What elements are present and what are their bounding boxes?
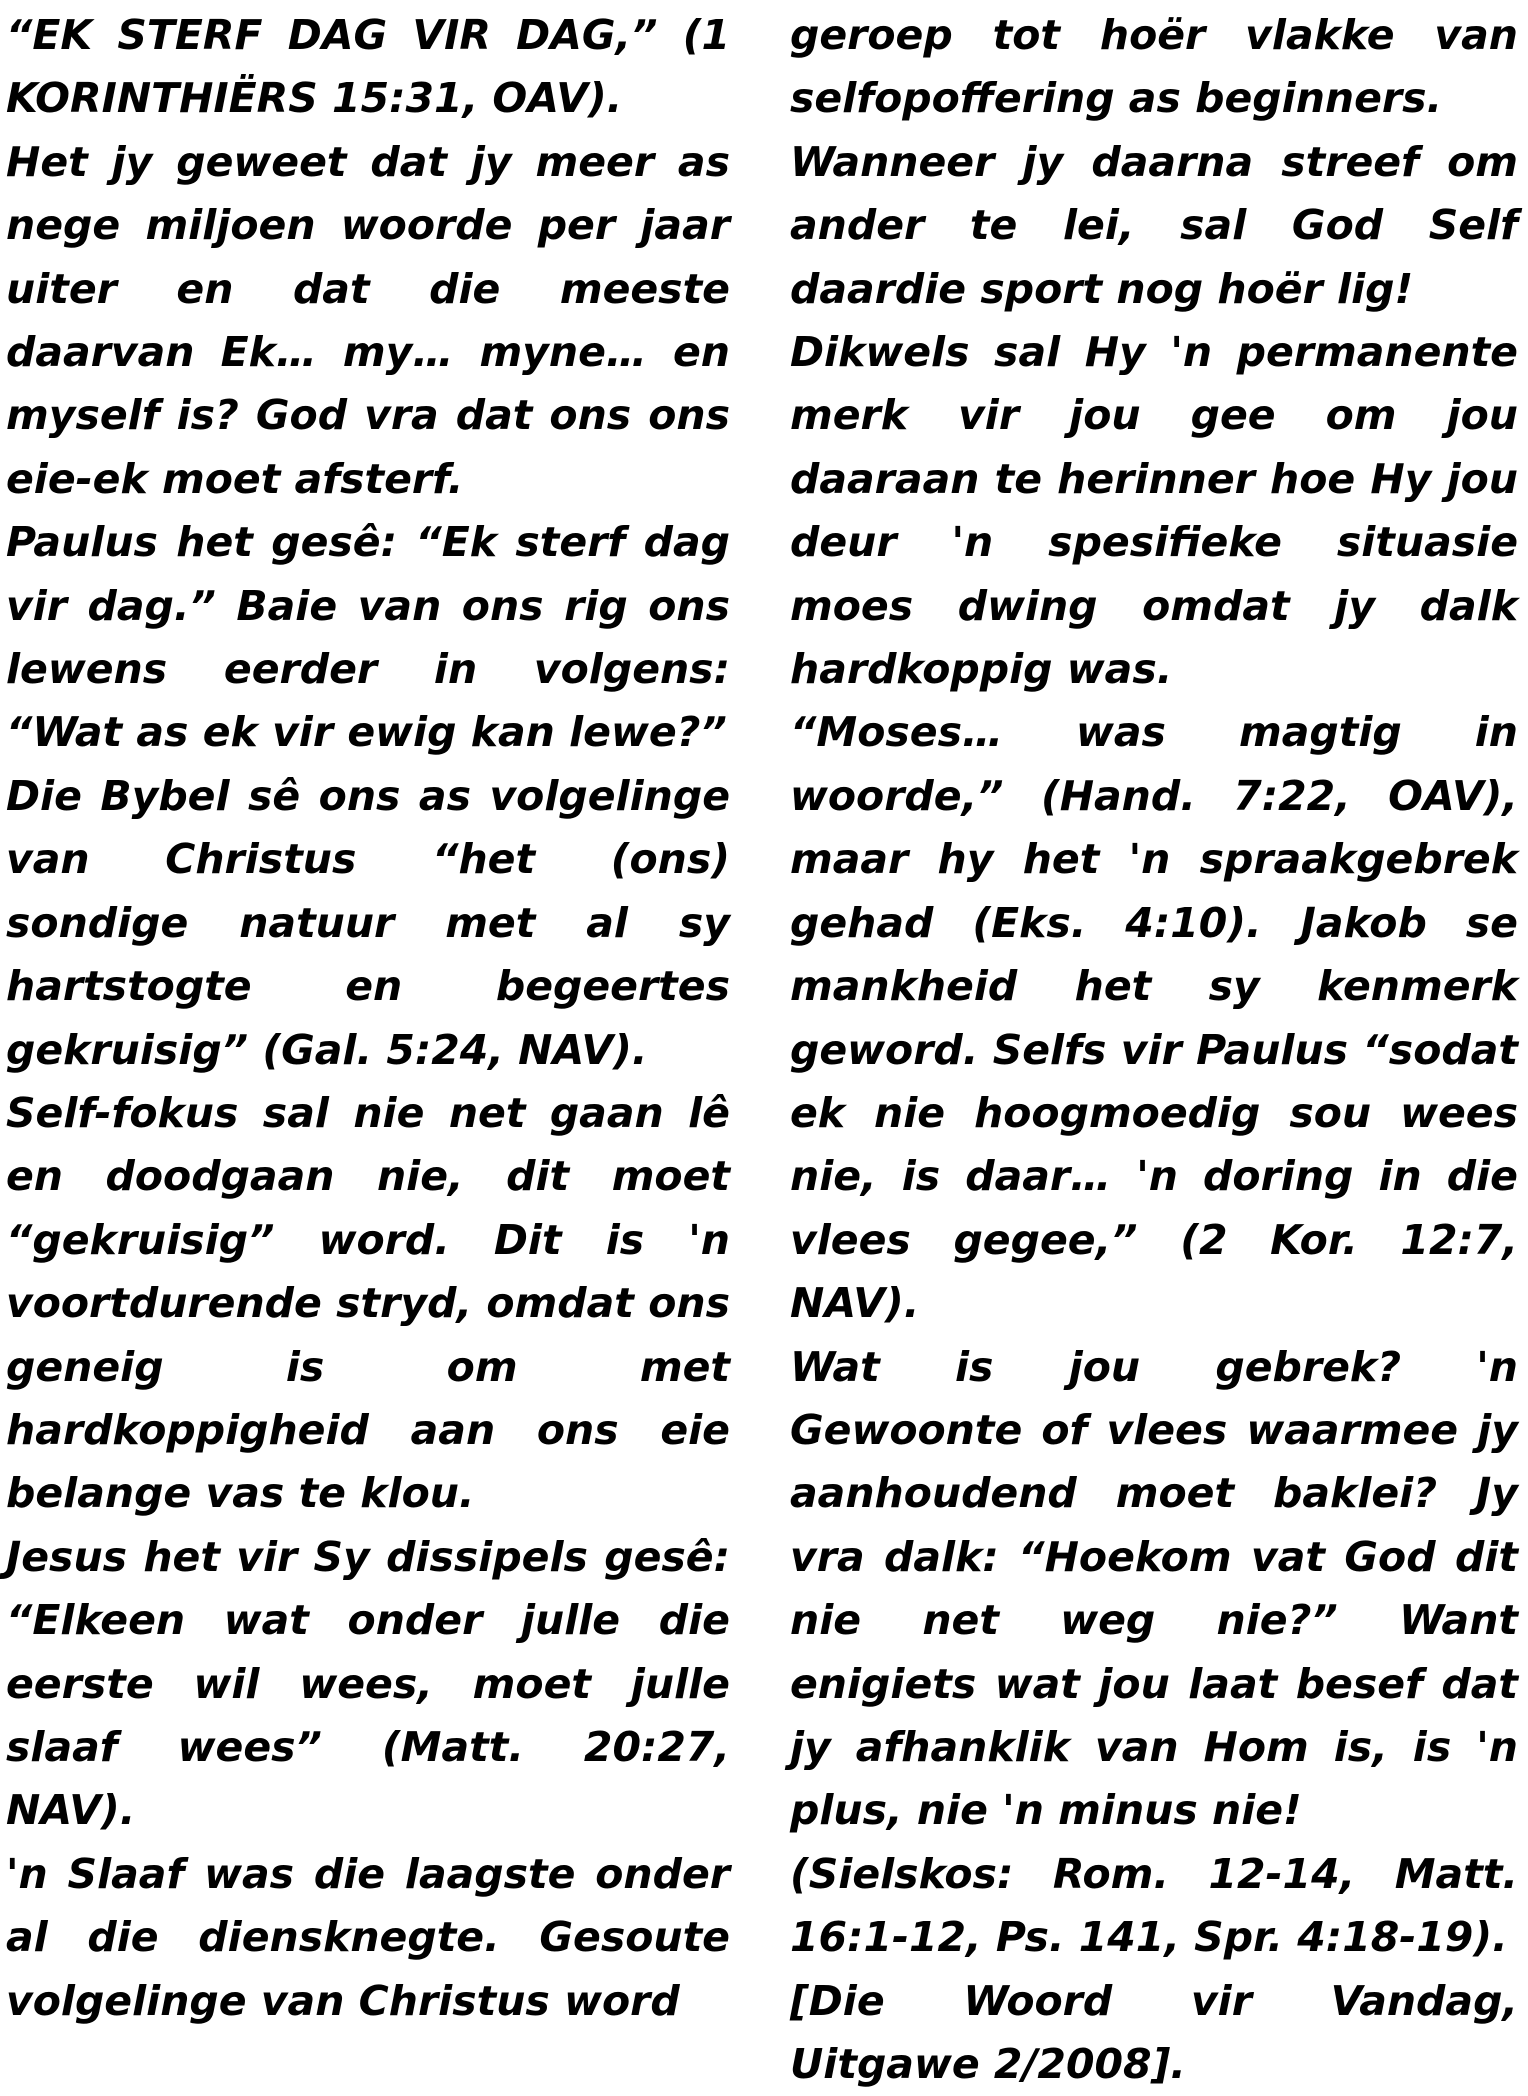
paragraph: Het jy geweet dat jy meer as nege miljoen woorde per jaar uiter en dat die meeste daarvan Ek… my… myne… en myself is? God vra dat ons ons eie-ek moet afsterf.: [6, 137, 730, 503]
left-column: [6, 4, 730, 2033]
paragraph: Wat is jou gebrek? 'n Gewoonte of vlees waarmee jy aanhoudend moet baklei? Jy vra dalk: “Hoekom vat God dit nie net weg nie?” Want enigiets wat jou laat besef dat jy afhanklik van Hom is, is 'n plus, nie 'n minus nie!: [790, 1342, 1518, 1835]
paragraph: Die Bybel sê ons as volgelinge van Christus “het (ons) sondige natuur met al sy hartstogte en begeertes gekruisig” (Gal. 5:24, NAV).: [6, 771, 730, 1074]
paragraph: Dikwels sal Hy 'n permanente merk vir jou gee om jou daaraan te herinner hoe Hy jou deur 'n spesifieke situasie moes dwing omdat jy dalk hardkoppig was.: [790, 328, 1518, 694]
source-citation: [Die Woord vir Vandag, Uitgawe 2/2008].: [790, 1976, 1518, 2088]
paragraph: Paulus het gesê: “Ek sterf dag vir dag.” Baie van ons rig ons lewens eerder in volgens: “Wat as ek vir ewig kan lewe?”: [6, 518, 730, 757]
heading-verse: “EK STERF DAG VIR DAG,” (1 KORINTHIËRS 15:31, OAV).: [6, 11, 730, 123]
paragraph: Self-fokus sal nie net gaan lê en doodgaan nie, dit moet “gekruisig” word. Dit is 'n voortdurende stryd, omdat ons geneig is om met hardkoppigheid aan ons eie belange vas te klou.: [6, 1088, 730, 1518]
paragraph: Jesus het vir Sy dissipels gesê: “Elkeen wat onder julle die eerste wil wees, moet julle slaaf wees” (Matt. 20:27, NAV).: [6, 1532, 730, 1835]
paragraph: Wanneer jy daarna streef om ander te lei, sal God Self daardie sport nog hoër lig!: [790, 137, 1518, 313]
right-column: [790, 4, 1518, 2096]
scripture-references: (Sielskos: Rom. 12-14, Matt. 16:1-12, Ps. 141, Spr. 4:18-19).: [790, 1849, 1518, 1962]
paragraph: 'n Slaaf was die laagste onder al die diensknegte. Gesoute volgelinge van Christus word: [6, 1849, 730, 2025]
paragraph: “Moses… was magtig in woorde,” (Hand. 7:22, OAV), maar hy het 'n spraakgebrek gehad (Eks. 4:10). Jakob se mankheid het sy kenmerk geword. Selfs vir Paulus “sodat ek nie hoogmoedig sou wees nie, is daar… 'n doring in die vlees gegee,” (2 Kor. 12:7, NAV).: [790, 708, 1518, 1328]
paragraph: geroep tot hoër vlakke van selfopoffering as beginners.: [790, 11, 1518, 123]
